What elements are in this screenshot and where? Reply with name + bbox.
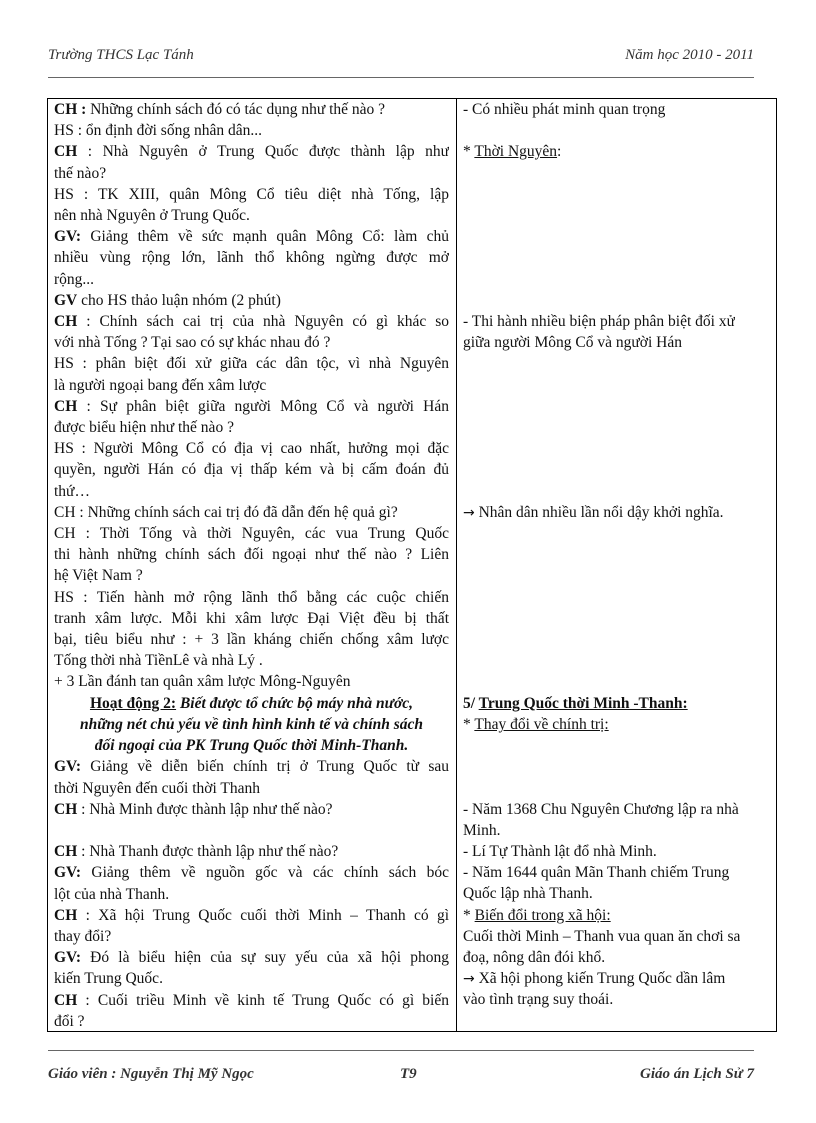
- activity-text: Đó là biểu hiện của sự suy yếu của xã hội phong: [81, 949, 449, 967]
- activity-line: [54, 671, 449, 692]
- activity-line: [54, 502, 449, 523]
- activity-text: thời Nguyên đến cuối thời Thanh: [54, 779, 260, 797]
- page-number: T9: [400, 1066, 417, 1082]
- activity-line: [54, 608, 449, 629]
- activity-text: hệ Việt Nam ?: [54, 567, 143, 585]
- activity-text: : Nhà Thanh được thành lập như thế nào?: [77, 843, 339, 861]
- activity-text: thứ…: [54, 482, 90, 500]
- content-heading-xa-hoi: * Biến đổi trong xã hội:: [463, 907, 611, 924]
- activity-heading-text: đối ngoại của PK Trung Quốc thời Minh-Thanh.: [94, 737, 409, 755]
- activity-heading-line: [54, 714, 449, 735]
- activity-line: [54, 163, 449, 184]
- speaker-label: CH: [54, 313, 78, 331]
- arrow-right-icon: →: [463, 505, 475, 521]
- activity-heading-line: [54, 735, 449, 756]
- column-divider: [456, 99, 457, 1031]
- activity-line: [54, 926, 449, 947]
- content-line: - Năm 1368 Chu Nguyên Chương lập ra nhà: [463, 801, 739, 818]
- activity-text: kiến Trung Quốc.: [54, 970, 163, 988]
- activity-line: [54, 544, 449, 565]
- speaker-label: GV:: [54, 758, 81, 776]
- activity-heading-label: Hoạt động 2:: [89, 694, 177, 712]
- speaker-label: CH: [54, 991, 78, 1009]
- activity-line: [54, 841, 449, 862]
- page-header: [48, 47, 754, 67]
- activity-text: : Cuối triều Minh về kinh tế Trung Quốc có gì biến: [77, 991, 449, 1009]
- activity-text: Giảng thêm về nguồn gốc và các chính sách bóc: [81, 864, 449, 882]
- activity-text: : Nhà Minh được thành lập như thế nào?: [77, 800, 333, 818]
- activity-text: CH : Thời Tống và thời Nguyên, các vua Trung Quốc: [54, 525, 449, 543]
- activity-line: [54, 290, 449, 311]
- activity-line: [54, 311, 449, 332]
- activity-text: : Xã hội Trung Quốc cuối thời Minh – Thanh có gì: [77, 906, 449, 924]
- arrow-right-icon: →: [463, 971, 475, 987]
- activity-line: [54, 141, 449, 162]
- activity-line: [54, 905, 449, 926]
- content-section-title: 5/ Trung Quốc thời Minh -Thanh:: [463, 695, 688, 712]
- content-heading-chinh-tri: * Thay đổi về chính trị:: [463, 716, 609, 733]
- school-year: Năm học 2010 - 2011: [625, 47, 754, 63]
- content-line: Cuối thời Minh – Thanh vua quan ăn chơi sa: [463, 928, 741, 945]
- content-line: Minh.: [463, 822, 501, 839]
- activity-line: [54, 438, 449, 459]
- content-line: vào tình trạng suy thoái.: [463, 991, 614, 1008]
- speaker-label: GV:: [54, 864, 81, 882]
- activity-line: [54, 778, 449, 799]
- activity-heading-text: những nét chủ yếu về tình hình kinh tế và chính sách: [79, 715, 424, 733]
- activity-text: được biểu hiện như thế nào ?: [54, 419, 234, 437]
- content-line: - Năm 1644 quân Mãn Thanh chiếm Trung: [463, 864, 730, 881]
- school-name: Trường THCS Lạc Tánh: [48, 47, 194, 63]
- activity-line: [54, 375, 449, 396]
- activity-text: lột của nhà Thanh.: [54, 885, 170, 903]
- activity-line: [54, 968, 449, 989]
- footer-rule: [48, 1050, 754, 1051]
- activity-text: nhiều vùng rộng lớn, lãnh thổ không ngừng được mở: [54, 249, 449, 267]
- activity-text: thế nào?: [54, 164, 107, 182]
- activity-text: : Chính sách cai trị của nhà Nguyên có gì khác so: [77, 313, 449, 331]
- content-line: đoạ, nông dân đói khổ.: [463, 949, 606, 966]
- lesson-table: [47, 98, 777, 1032]
- activity-text: thi hành những chính sách đối ngoại như thế nào ? Liên: [54, 546, 449, 564]
- activity-text: cho HS thảo luận nhóm (2 phút): [77, 291, 281, 309]
- teacher-name: Giáo viên : Nguyễn Thị Mỹ Ngọc: [48, 1066, 254, 1082]
- activity-line: [54, 947, 449, 968]
- activity-line: [54, 799, 449, 820]
- subject-name: Giáo án Lịch Sử 7: [639, 1066, 754, 1082]
- activity-text: HS : TK XIII, quân Mông Cổ tiêu diệt nhà Tống, lập: [54, 185, 449, 203]
- content-line: → Xã hội phong kiến Trung Quốc dần lâm: [463, 970, 726, 987]
- content-line: - Thi hành nhiều biện pháp phân biệt đối xử: [463, 313, 735, 330]
- content-heading-thoi-nguyen: * Thời Nguyên:: [463, 143, 562, 160]
- speaker-label: GV:: [54, 228, 81, 246]
- activity-line: [54, 523, 449, 544]
- activity-line: [54, 205, 449, 226]
- activity-line: [54, 184, 449, 205]
- page-footer: [48, 1066, 754, 1086]
- speaker-label: CH: [54, 843, 78, 861]
- content-line: → Nhân dân nhiều lần nổi dậy khởi nghĩa.: [463, 504, 724, 521]
- activity-line: [54, 565, 449, 586]
- activity-line: [54, 332, 449, 353]
- activity-line: [54, 756, 449, 777]
- activity-text: Giảng thêm về sức mạnh quân Mông Cổ: làm chủ: [81, 228, 449, 246]
- activity-line: [54, 629, 449, 650]
- activity-line: [54, 650, 449, 671]
- speaker-label: GV: [54, 291, 78, 309]
- activity-heading-line: [54, 693, 449, 714]
- speaker-label: CH: [54, 906, 78, 924]
- activity-line: [54, 226, 449, 247]
- content-line: giữa người Mông Cổ và người Hán: [463, 334, 682, 351]
- activities-column: [54, 99, 449, 1032]
- activity-text: HS : ổn định đời sống nhân dân...: [54, 122, 262, 140]
- activity-text: tranh xâm lược. Mỗi khi xâm lược Đại Việt đều bị thất: [54, 609, 449, 627]
- activity-heading-text: Biết được tổ chức bộ máy nhà nước,: [176, 694, 414, 712]
- activity-line: [54, 862, 449, 883]
- activity-text: bại, tiêu biểu như : + 3 lần kháng chiến chống xâm lược: [54, 631, 449, 649]
- activity-line: [54, 459, 449, 480]
- activity-text: là người ngoại bang đến xâm lược: [54, 376, 267, 394]
- activity-line: [54, 353, 449, 374]
- activity-text: HS : Tiến hành mở rộng lãnh thổ bằng các cuộc chiến: [54, 588, 449, 606]
- activity-text: đổi ?: [54, 1012, 85, 1030]
- speaker-label: CH :: [54, 101, 87, 118]
- activity-text: nên nhà Nguyên ở Trung Quốc.: [54, 207, 250, 225]
- activity-text: HS : Người Mông Cổ có địa vị cao nhất, hưởng mọi đặc: [54, 440, 449, 458]
- activity-text: : Sự phân biệt giữa người Mông Cổ và người Hán: [77, 397, 449, 415]
- activity-line: [54, 396, 449, 417]
- activity-text: rộng...: [54, 270, 95, 288]
- activity-text: quyền, người Hán có địa vị thấp kém và bị cấm đoán đủ: [54, 461, 449, 479]
- activity-text: Giảng về diễn biến chính trị ở Trung Quốc từ sau: [81, 758, 449, 776]
- activity-line: [54, 269, 449, 290]
- activity-text: + 3 Lần đánh tan quân xâm lược Mông-Nguyên: [54, 673, 351, 691]
- activity-line: [54, 247, 449, 268]
- activity-text: HS : phân biệt đối xử giữa các dân tộc, vì nhà Nguyên: [54, 355, 449, 373]
- activity-line: [54, 120, 449, 141]
- activity-text: : Nhà Nguyên ở Trung Quốc được thành lập như: [77, 143, 449, 161]
- activity-line: [54, 587, 449, 608]
- activity-text: Những chính sách đó có tác dụng như thế nào ?: [86, 101, 386, 118]
- speaker-label: GV:: [54, 949, 81, 967]
- activity-line: [54, 820, 449, 841]
- activity-line: [54, 990, 449, 1011]
- header-rule: [48, 77, 754, 78]
- content-line: Quốc lập nhà Thanh.: [463, 885, 593, 902]
- activity-line: [54, 481, 449, 502]
- activity-line: [54, 99, 449, 120]
- activity-text: CH : Những chính sách cai trị đó đã dẫn đến hệ quả gì?: [54, 503, 398, 521]
- activity-text: với nhà Tống ? Tại sao có sự khác nhau đó ?: [54, 334, 331, 352]
- activity-text: Tống thời nhà TiềnLê và nhà Lý .: [54, 652, 263, 670]
- activity-line: [54, 1011, 449, 1032]
- activity-text: thay đổi?: [54, 927, 112, 945]
- activity-line: [54, 417, 449, 438]
- content-line: - Có nhiều phát minh quan trọng: [463, 101, 666, 118]
- speaker-label: CH: [54, 397, 78, 415]
- content-line: - Lí Tự Thành lật đổ nhà Minh.: [463, 843, 657, 860]
- activity-line: [54, 884, 449, 905]
- speaker-label: CH: [54, 143, 78, 161]
- speaker-label: CH: [54, 800, 78, 818]
